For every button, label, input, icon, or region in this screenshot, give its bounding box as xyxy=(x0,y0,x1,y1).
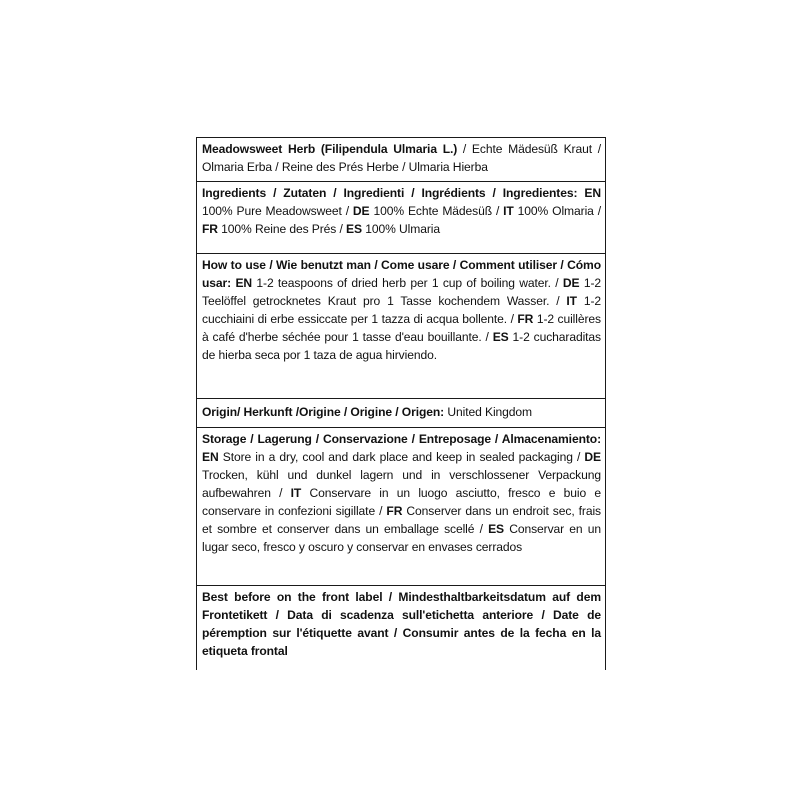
lang-code-es: ES xyxy=(492,330,509,344)
how-to-use-it: 1-2 cucchiaini di erbe essiccate per 1 tazza di acqua bollente. / xyxy=(202,294,601,326)
lang-code-es: ES xyxy=(346,222,362,236)
ingredients-de: 100% Echte Mädesüß / xyxy=(369,204,504,218)
ingredients-fr: 100% Reine des Prés / xyxy=(217,222,347,236)
lang-code-fr: FR xyxy=(386,504,403,518)
how-to-use-de: 1-2 Teelöffel getrocknetes Kraut pro 1 Tasse kochendem Wasser. / xyxy=(202,276,601,308)
storage-de: Trocken, kühl und dunkel lagern und in verschlossener Verpackung aufbewahren / xyxy=(202,468,601,500)
product-name-translations: / Echte Mädesüß Kraut / Olmaria Erba / Reine des Prés Herbe / Ulmaria Hierba xyxy=(202,142,601,174)
storage-es: Conservar en un lugar seco, fresco y oscuro y conservar en envases cerrados xyxy=(202,522,601,554)
lang-code-en: EN xyxy=(584,186,601,200)
ingredients-heading: Ingredients / Zutaten / Ingredienti / Ingrédients / Ingredientes: xyxy=(202,186,585,200)
lang-code-de: DE xyxy=(562,276,580,290)
product-label-table xyxy=(196,137,606,670)
how-to-use-fr: 1-2 cuillères à café d'herbe séchée pour 1 tasse d'eau bouillante. / xyxy=(202,312,601,344)
lang-code-es: ES xyxy=(488,522,504,536)
lang-code-de: DE xyxy=(352,204,370,218)
ingredients-en: 100% Pure Meadowsweet / xyxy=(202,204,353,218)
storage-en: Store in a dry, cool and dark place and keep in sealed packaging / xyxy=(218,450,585,464)
lang-code-it: IT xyxy=(566,294,577,308)
lang-code-en: EN xyxy=(202,450,219,464)
storage-section xyxy=(197,428,605,586)
how-to-use-en: 1-2 teaspoons of dried herb per 1 cup of boiling water. / xyxy=(252,276,563,290)
lang-code-fr: FR xyxy=(517,312,534,326)
how-to-use-es: 1-2 cucharaditas de hierba seca por 1 taza de agua hirviendo. xyxy=(202,330,601,362)
lang-code-de: DE xyxy=(584,450,601,464)
lang-code-it: IT xyxy=(290,486,302,500)
how-to-use-heading: How to use / Wie benutzt man / Come usare / Comment utiliser / Cómo usar: xyxy=(202,258,601,290)
storage-it: Conservare in un luogo asciutto, fresco e buio e conservare in confezioni sigillate / xyxy=(202,486,601,518)
origin-heading: Origin/ Herkunft /Origine / Origine / Origen: xyxy=(202,405,445,419)
ingredients-it: 100% Olmaria / xyxy=(513,204,601,218)
ingredients-section xyxy=(197,182,605,254)
lang-code-fr: FR xyxy=(202,222,218,236)
product-name-section xyxy=(197,138,605,182)
lang-code-en: EN xyxy=(235,276,253,290)
storage-fr: Conserver dans un endroit sec, frais et sombre et conserver dans un emballage scellé / xyxy=(202,504,601,536)
origin-value: United Kingdom xyxy=(444,405,533,419)
lang-code-it: IT xyxy=(503,204,514,218)
best-before-text: Best before on the front label / Mindesthaltbarkeitsdatum auf dem Frontetikett / Data di scadenza sull'etichetta anteriore / Date de péremption sur l'étiquette avant / Consumir antes de la fecha en la etiqueta frontal xyxy=(202,590,601,658)
storage-heading: Storage / Lagerung / Conservazione / Entreposage / Almacenamiento: xyxy=(202,432,601,446)
product-name: Meadowsweet Herb (Filipendula Ulmaria L.) xyxy=(202,142,458,156)
ingredients-es: 100% Ulmaria xyxy=(361,222,440,236)
origin-section xyxy=(197,399,605,428)
best-before-section xyxy=(197,586,605,670)
how-to-use-section xyxy=(197,254,605,399)
